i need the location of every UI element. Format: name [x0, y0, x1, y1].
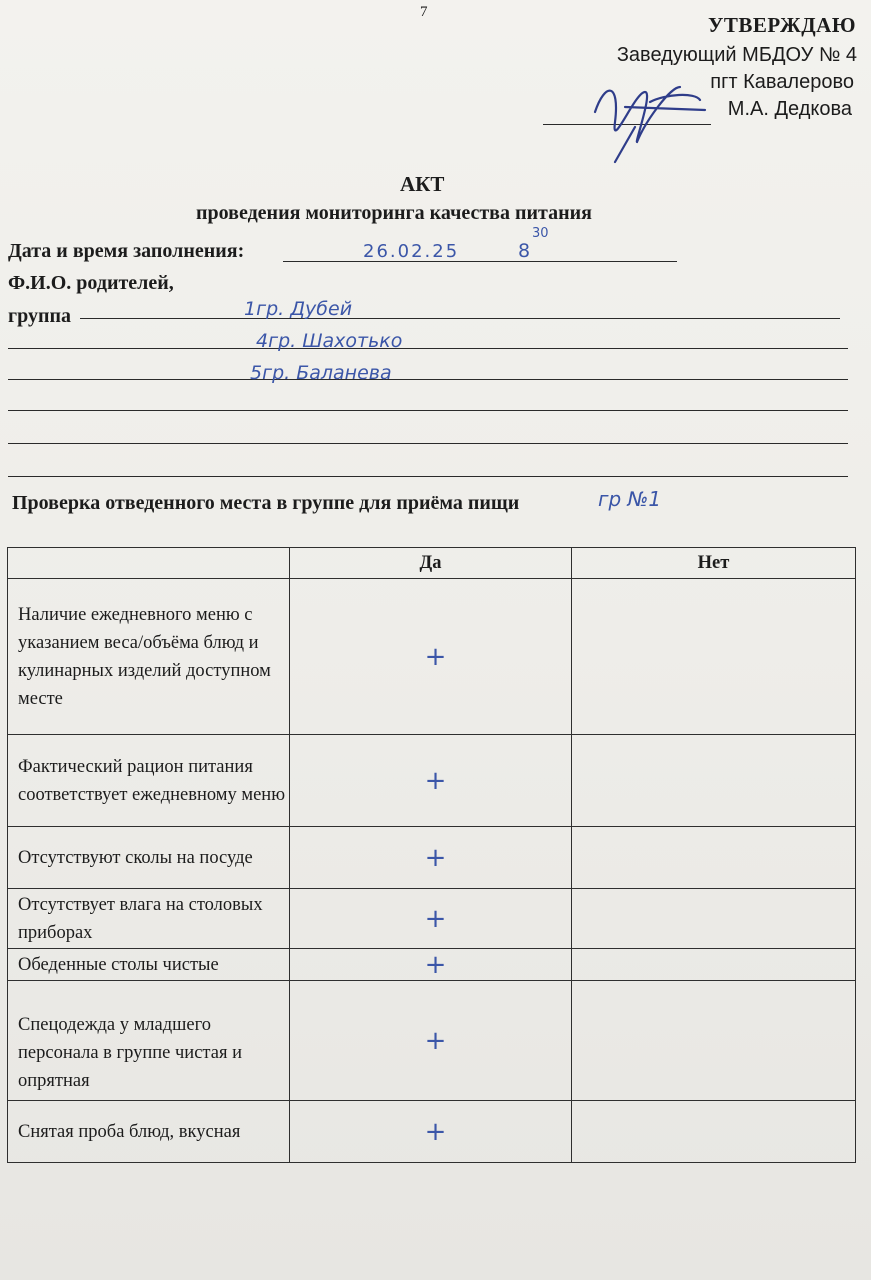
act-title: АКТ: [400, 172, 445, 196]
table-row: [8, 579, 856, 735]
criterion-cell: Отсутствует влага на столовых приборах: [8, 889, 290, 949]
parent-entry-1: 1гр. Дубей: [244, 298, 353, 320]
yes-mark: +: [290, 889, 572, 949]
table-row: [8, 889, 856, 949]
yes-mark: +: [290, 981, 572, 1101]
criterion-cell: Снятая проба блюд, вкусная: [8, 1101, 290, 1163]
criterion-cell: Спецодежда у младшего персонала в группе чистая и опрятная: [8, 981, 290, 1101]
time-minutes: 30: [532, 226, 549, 241]
date-line: [283, 261, 677, 262]
header-no: Нет: [572, 548, 856, 579]
form-line-1: [80, 318, 840, 319]
approval-location: пгт Кавалерово: [710, 71, 854, 93]
header-criterion: [8, 548, 290, 579]
page-number: 7: [420, 4, 428, 20]
table-header-row: [8, 548, 856, 579]
yes-mark: +: [290, 579, 572, 735]
yes-mark: +: [290, 735, 572, 827]
section-handwritten-group: гр №1: [598, 487, 662, 511]
table-row: [8, 949, 856, 981]
group-label: группа: [8, 305, 71, 327]
form-line-2: [8, 348, 848, 349]
no-cell: [572, 949, 856, 981]
yes-mark: +: [290, 827, 572, 889]
time-hour: 8: [518, 240, 531, 262]
no-cell: [572, 889, 856, 949]
parent-entry-3: 5гр. Баланева: [250, 362, 392, 384]
yes-mark: +: [290, 1101, 572, 1163]
form-line-5: [8, 443, 848, 444]
table-row: [8, 981, 856, 1101]
header-yes: Да: [290, 548, 572, 579]
approval-title: УТВЕРЖДАЮ: [707, 13, 856, 37]
parents-label: Ф.И.О. родителей,: [8, 272, 174, 294]
form-line-6: [8, 476, 848, 477]
no-cell: [572, 579, 856, 735]
table-row: [8, 827, 856, 889]
form-line-3: [8, 379, 848, 380]
checklist-table: [7, 547, 856, 1163]
table-row: [8, 735, 856, 827]
criterion-cell: Обеденные столы чистые: [8, 949, 290, 981]
date-value: 26.02.25: [363, 241, 460, 262]
approval-position: Заведующий МБДОУ № 4: [616, 44, 857, 66]
no-cell: [572, 827, 856, 889]
table-row: [8, 1101, 856, 1163]
no-cell: [572, 735, 856, 827]
parent-entry-2: 4гр. Шахотько: [256, 330, 403, 352]
approval-name: М.А. Дедкова: [727, 98, 852, 120]
criterion-cell: Фактический рацион питания соответствует ежедневному меню: [8, 735, 290, 827]
form-line-4: [8, 410, 848, 411]
criterion-cell: Наличие ежедневного меню с указанием веса/объёма блюд и кулинарных изделий доступном месте: [8, 579, 290, 735]
criterion-cell: Отсутствуют сколы на посуде: [8, 827, 290, 889]
no-cell: [572, 981, 856, 1101]
signature-icon: [575, 72, 715, 172]
yes-mark: +: [290, 949, 572, 981]
no-cell: [572, 1101, 856, 1163]
section-title: Проверка отведенного места в группе для приёма пищи: [12, 492, 520, 514]
act-subtitle: проведения мониторинга качества питания: [196, 202, 592, 224]
date-label: Дата и время заполнения:: [8, 240, 245, 262]
